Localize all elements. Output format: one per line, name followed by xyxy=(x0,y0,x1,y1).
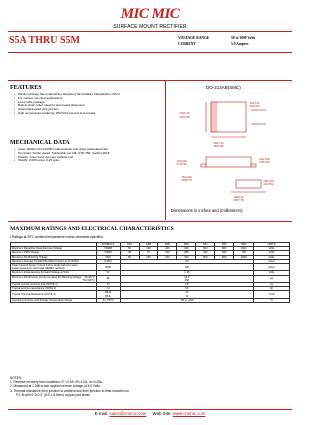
svg-text:.220(5.59): .220(5.59) xyxy=(179,116,190,119)
value-cell: 50 xyxy=(120,255,139,259)
param-cell: Maximum Instantaneous Forward Voltage at 5.0A xyxy=(11,271,97,275)
unit-cell: Volts xyxy=(254,247,290,251)
value-cell: 5.0 xyxy=(120,259,254,263)
spec-box xyxy=(178,36,290,50)
svg-text:.006(.152): .006(.152) xyxy=(259,161,270,164)
svg-text:.030(0.76): .030(0.76) xyxy=(181,179,192,182)
param-cell: Peak Forward Surge Current 8.3ms single half sine-wave superimposed on rated load (JEDEC method) xyxy=(11,264,97,271)
email-label: E-mail: xyxy=(94,411,109,416)
ratings-note-text: Ratings at 25°C ambient temperature unless otherwise specified. xyxy=(12,235,104,239)
svg-text:.008(.203): .008(.203) xyxy=(263,180,274,183)
param-cell: Operating Junction and Storage Temperature Range xyxy=(11,298,97,302)
feature-item: • Low profile package xyxy=(14,101,144,105)
unit-cell: Amps xyxy=(254,259,290,263)
value-cell: 700 xyxy=(234,251,254,255)
unit-cell: μs xyxy=(254,283,290,287)
header-cell: S5A xyxy=(120,243,139,247)
svg-text:.060(1.52): .060(1.52) xyxy=(181,176,192,179)
value-cell: 800 xyxy=(215,255,234,259)
ratings-heading: MAXIMUM RATINGS AND ELECTRICAL CHARACTERISTICS xyxy=(10,226,174,232)
header-cell: SYMBOLS xyxy=(96,243,120,247)
table-row xyxy=(11,264,290,271)
feature-item: • High temperature soldering: 250°C/10 second at terminals xyxy=(14,112,144,116)
param-cell xyxy=(11,275,97,282)
param-text: Maximum DC Reverse Current at rated DC Blocking Voltage xyxy=(12,275,82,279)
value-1: 10.0 xyxy=(184,275,190,279)
mechanical-list xyxy=(14,148,164,163)
unit-cell: pF xyxy=(254,287,290,291)
top-rule xyxy=(8,31,292,32)
feature-item: • Built-in strain relief, ideal for automated placement xyxy=(14,104,144,108)
header-cell: S5D xyxy=(158,243,177,247)
spec-label-current: CURRENT xyxy=(178,42,196,46)
param-cell: Typical junction capacitance (NOTE 2) xyxy=(11,287,97,291)
feature-item: • Glass Passivated chip junction xyxy=(14,108,144,112)
symbol-2: RθJL xyxy=(105,294,112,298)
value-2: 11 xyxy=(185,294,189,298)
svg-text:.280(7.11): .280(7.11) xyxy=(213,142,224,145)
note-item: 1. Reverse recovery test conditions: IF =0.5A, IR=1.0A, Irr=0.25A xyxy=(10,380,103,385)
header-cell: S5G xyxy=(177,243,196,247)
value-cell: 800 xyxy=(215,247,234,251)
symbol-cell: IFSM xyxy=(96,264,120,271)
page-subtitle: SURFACE MOUNT RECTIFIER xyxy=(113,24,187,30)
email-link[interactable]: sales@cmmic.com xyxy=(109,411,147,416)
footer xyxy=(0,411,300,416)
param-cell: Maximum DC Blocking Voltage xyxy=(11,255,97,259)
value-cell: 200 xyxy=(158,255,177,259)
mechanical-item: • Case: JEDEC DO-214AB molded plastic over glass passivated chip xyxy=(14,148,164,152)
mechanical-heading: MECHANICAL DATA xyxy=(10,140,70,146)
ratings-rule xyxy=(8,221,292,222)
value-cell: 280 xyxy=(177,251,196,255)
symbol-cell: IR xyxy=(96,275,120,282)
value-cell xyxy=(120,275,254,282)
header-cell: S5M xyxy=(234,243,254,247)
header-cell: UNITS xyxy=(254,243,290,247)
symbol-cell xyxy=(96,291,120,298)
title-rule xyxy=(8,52,292,53)
features-list xyxy=(14,93,144,116)
unit-cell: μA xyxy=(254,275,290,282)
param-cell: Typical reverse recovery time (NOTE 1) xyxy=(11,283,97,287)
value-cell: 600 xyxy=(196,247,215,251)
notes-block xyxy=(10,376,290,397)
mechanical-item: • Terminals: Solder plated, Solderable per MIL-STD-750, method 2026 xyxy=(14,152,164,156)
website-link[interactable]: www.cmmic.com xyxy=(172,411,206,416)
ratings-note xyxy=(10,235,104,239)
symbol-cell: VRMS xyxy=(96,251,120,255)
note-item: P.C.B.with 0.3×0.3" (8.0 × 8.0mm) copper pad areas. xyxy=(16,392,91,397)
value-cell: 100 xyxy=(139,247,158,251)
svg-text:.012(.305): .012(.305) xyxy=(259,158,270,161)
value-cell: 2.5 xyxy=(120,283,254,287)
package-outline-drawing xyxy=(171,92,289,202)
website-label: Web Site: xyxy=(152,411,172,416)
value-cell: 35 xyxy=(120,251,139,255)
symbol-cell: VF xyxy=(96,271,120,275)
condition-2: TA=125°C xyxy=(82,278,95,282)
svg-text:.079(2.00): .079(2.00) xyxy=(176,163,187,166)
symbol-1: RθJA xyxy=(104,291,112,295)
note-item: 3. Thermal resistance from junction to ambient and from junction to lead mounted on xyxy=(10,388,130,393)
spec-label-voltage: VOLTAGE RANGE xyxy=(178,36,210,40)
logo-text: MIC MIC xyxy=(120,6,180,22)
part-title: S5A THRU S5M xyxy=(9,35,80,46)
symbol-cell: CJ xyxy=(96,287,120,291)
dimensions-note: Dimensions in inches and (millimeters) xyxy=(171,208,243,213)
unit-cell: °C/W xyxy=(254,291,290,298)
mechanical-item: • Polarity: Color band denotes cathode end xyxy=(14,156,164,160)
features-heading: FEATURES xyxy=(10,85,42,91)
package-label: DO-214AB(SMC) xyxy=(206,85,241,90)
svg-text:.305(7.75): .305(7.75) xyxy=(233,199,244,202)
value-cell xyxy=(120,291,254,298)
value-cell: 400 xyxy=(177,255,196,259)
notes-heading: NOTES: xyxy=(10,376,22,380)
value-cell: 200 xyxy=(158,247,177,251)
condition-text xyxy=(83,276,95,282)
svg-text:.114(2.90): .114(2.90) xyxy=(249,105,260,108)
feature-item: • Plastic package has underwriters laboratory flammability Classification 94V-0 xyxy=(14,93,144,97)
param-cell: Maximum RMS Voltage xyxy=(11,251,97,255)
mechanical-item: • Weight: 0.007ounce, 0.25 gram xyxy=(14,159,164,163)
table-row xyxy=(11,291,290,298)
value-cell: 60 xyxy=(120,287,254,291)
header-cell: S5K xyxy=(215,243,234,247)
value-cell: 1000 xyxy=(234,247,254,251)
value-cell: 70 xyxy=(139,251,158,255)
value-cell: 600 xyxy=(196,255,215,259)
company-logo xyxy=(105,6,195,22)
param-cell: Typical Thermal Resistance (NOTE 3) xyxy=(11,291,97,298)
value-cell: 1.15 xyxy=(120,271,254,275)
condition-1: TA=25°C xyxy=(84,275,95,279)
param-cell: Maximum Average Forward Rectified Current at TL=100°C xyxy=(11,259,97,263)
header-cell: S5B xyxy=(139,243,158,247)
value-cell: 560 xyxy=(215,251,234,255)
unit-cell: Volts xyxy=(254,271,290,275)
value-cell: 50 xyxy=(120,247,139,251)
footer-rule xyxy=(8,409,292,410)
value-cell: 190 xyxy=(120,264,254,271)
spec-value-current: 5.0 Ampere xyxy=(231,42,249,46)
value-cell: 420 xyxy=(196,251,215,255)
value-cell: 140 xyxy=(158,251,177,255)
unit-cell: Volts xyxy=(254,251,290,255)
svg-text:.260(6.60): .260(6.60) xyxy=(213,145,224,148)
symbol-cell: IF(AV) xyxy=(96,259,120,263)
package-drawing-box xyxy=(165,80,293,220)
note-bullet: • xyxy=(10,235,13,239)
spec-value-voltage: 50 to 1000 Volts xyxy=(231,36,256,40)
unit-cell: Volts xyxy=(254,255,290,259)
svg-text:.126(3.20): .126(3.20) xyxy=(249,102,260,105)
unit-cell: Amps xyxy=(254,264,290,271)
feature-item: • For surface mounted applications xyxy=(14,97,144,101)
svg-text:.320(8.13): .320(8.13) xyxy=(233,196,244,199)
ratings-table xyxy=(10,242,290,303)
table-row xyxy=(11,275,290,282)
symbol-cell: TJ, TSTG xyxy=(96,298,120,302)
value-2: 250 xyxy=(184,278,189,282)
symbol-cell: Trr xyxy=(96,283,120,287)
value-1: 47 xyxy=(185,291,189,295)
symbol-cell: VDC xyxy=(96,255,120,259)
value-cell: 1000 xyxy=(234,255,254,259)
table-row xyxy=(11,298,290,302)
symbol-cell: VRRM xyxy=(96,247,120,251)
unit-cell: °C xyxy=(254,298,290,302)
value-cell: 400 xyxy=(177,247,196,251)
value-cell: -55 to +150 xyxy=(120,298,254,302)
param-cell: Maximum Repetitive Peak Reverse Voltage xyxy=(11,247,97,251)
svg-text:.103(2.62): .103(2.62) xyxy=(176,160,187,163)
svg-text:.245(6.22): .245(6.22) xyxy=(179,112,190,115)
svg-text:.002(.051): .002(.051) xyxy=(263,183,274,186)
header-cell: S5J xyxy=(196,243,215,247)
value-cell: 100 xyxy=(139,255,158,259)
note-item: 2. Measured at 1.0MHz and applied reverse voltage of 4.0 Volts xyxy=(10,384,100,389)
